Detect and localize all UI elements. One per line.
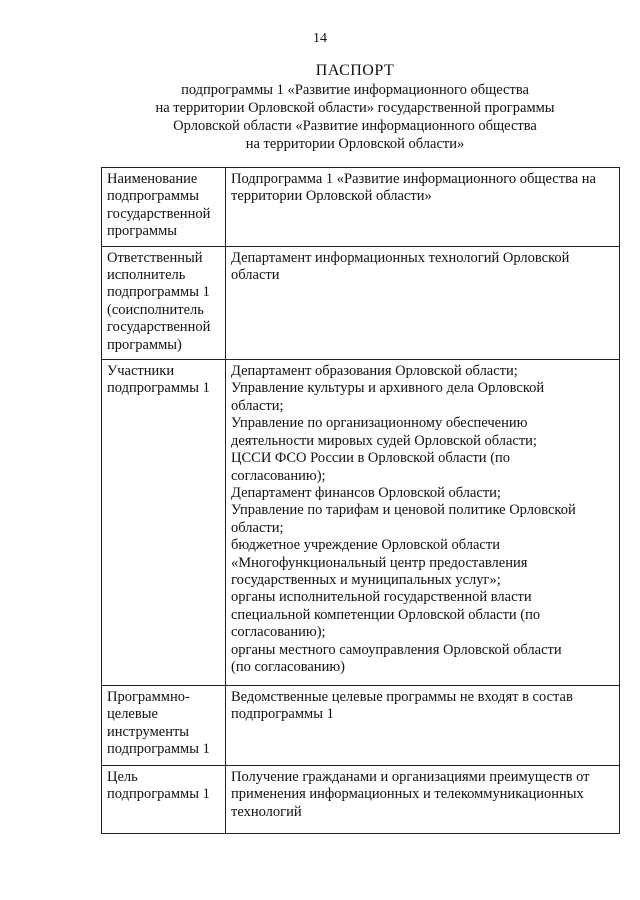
row-value-line: Департамент финансов Орловской области;: [231, 484, 501, 501]
row-label-line: инструменты: [107, 723, 190, 740]
row-label-line: подпрограммы 1: [107, 380, 210, 397]
row-label-cell: [102, 686, 226, 766]
row-label-line: Ответственный: [107, 249, 203, 266]
row-value-line: согласованию);: [231, 624, 326, 641]
row-value-line: Управление по организационному обеспечению: [231, 415, 528, 432]
row-label-cell: [102, 360, 226, 686]
subtitle-line: на территории Орловской области» государственной программы: [155, 100, 555, 116]
row-value-line: бюджетное учреждение Орловской области: [231, 537, 500, 554]
row-value-line: Департамент образования Орловской области;: [231, 363, 518, 380]
row-value-line: Ведомственные целевые программы не входят в состав: [231, 689, 573, 706]
row-value-line: подпрограммы 1: [231, 706, 334, 723]
row-label-cell: [102, 168, 226, 247]
row-value-line: деятельности мировых судей Орловской области;: [231, 432, 537, 449]
row-value-line: области: [231, 267, 280, 284]
row-value-line: применения информационных и телекоммуникационных: [231, 786, 584, 803]
row-value-line: Управление культуры и архивного дела Орловской: [231, 380, 545, 397]
row-label-line: государственной: [107, 319, 211, 336]
row-value-line: Получение гражданами и организациями преимуществ от: [231, 769, 590, 786]
row-label-line: подпрограммы: [107, 188, 199, 205]
table-row: [102, 246, 620, 359]
subtitle-line: Орловской области «Развитие информационного общества: [173, 118, 537, 134]
row-value-line: Управление по тарифам и ценовой политике Орловской: [231, 502, 576, 519]
row-label-line: государственной: [107, 205, 211, 222]
row-label-line: программы): [107, 336, 182, 353]
row-value-line: согласованию);: [231, 467, 326, 484]
row-label-cell: [102, 246, 226, 359]
row-value-line: технологий: [231, 803, 302, 820]
row-label-line: исполнитель: [107, 267, 186, 284]
table-row: [102, 766, 620, 834]
table-row: [102, 686, 620, 766]
row-label-line: Участники: [107, 363, 175, 380]
subtitle-line: на территории Орловской области»: [245, 136, 465, 152]
row-value-cell: [226, 246, 620, 359]
row-value-line: Подпрограмма 1 «Развитие информационного общества на: [231, 171, 596, 187]
row-value-line: специальной компетенции Орловской области (по: [231, 606, 541, 623]
table-row: [102, 360, 620, 686]
row-label-line: (соисполнитель: [107, 301, 204, 318]
row-label-line: Наименование: [107, 171, 198, 187]
row-label-line: целевые: [107, 706, 158, 723]
subtitle-line: подпрограммы 1 «Развитие информационного общества: [181, 82, 529, 98]
row-value-line: Департамент информационных технологий Орловской: [231, 249, 570, 266]
table-row: [102, 168, 620, 247]
row-label-line: Цель: [107, 769, 138, 786]
document-title: ПАСПОРТ: [315, 62, 395, 79]
row-value-cell: [226, 766, 620, 834]
row-value-line: ЦССИ ФСО России в Орловской области (по: [231, 450, 511, 467]
row-label-line: программы: [107, 223, 177, 240]
passport-table-body: [102, 168, 620, 834]
row-label-cell: [102, 766, 226, 834]
row-value-line: области;: [231, 397, 284, 414]
row-value-line: органы местного самоуправления Орловской области: [231, 641, 562, 658]
row-value-line: области;: [231, 519, 284, 536]
row-label-line: подпрограммы 1: [107, 741, 210, 758]
row-value-line: территории Орловской области»: [231, 188, 432, 205]
row-value-line: «Многофункциональный центр предоставления: [231, 554, 528, 571]
row-label-line: подпрограммы 1: [107, 786, 210, 803]
row-value-line: государственных и муниципальных услуг»;: [231, 571, 501, 588]
row-label-line: подпрограммы 1: [107, 284, 210, 301]
document-header: [60, 61, 640, 153]
row-value-cell: [226, 168, 620, 247]
row-label-line: Программно-: [107, 689, 190, 706]
page-number: 14: [313, 31, 327, 46]
passport-table: [101, 167, 620, 834]
row-value-cell: [226, 686, 620, 766]
row-value-line: органы исполнительной государственной власти: [231, 589, 532, 606]
row-value-cell: [226, 360, 620, 686]
row-value-line: (по согласованию): [231, 658, 345, 675]
